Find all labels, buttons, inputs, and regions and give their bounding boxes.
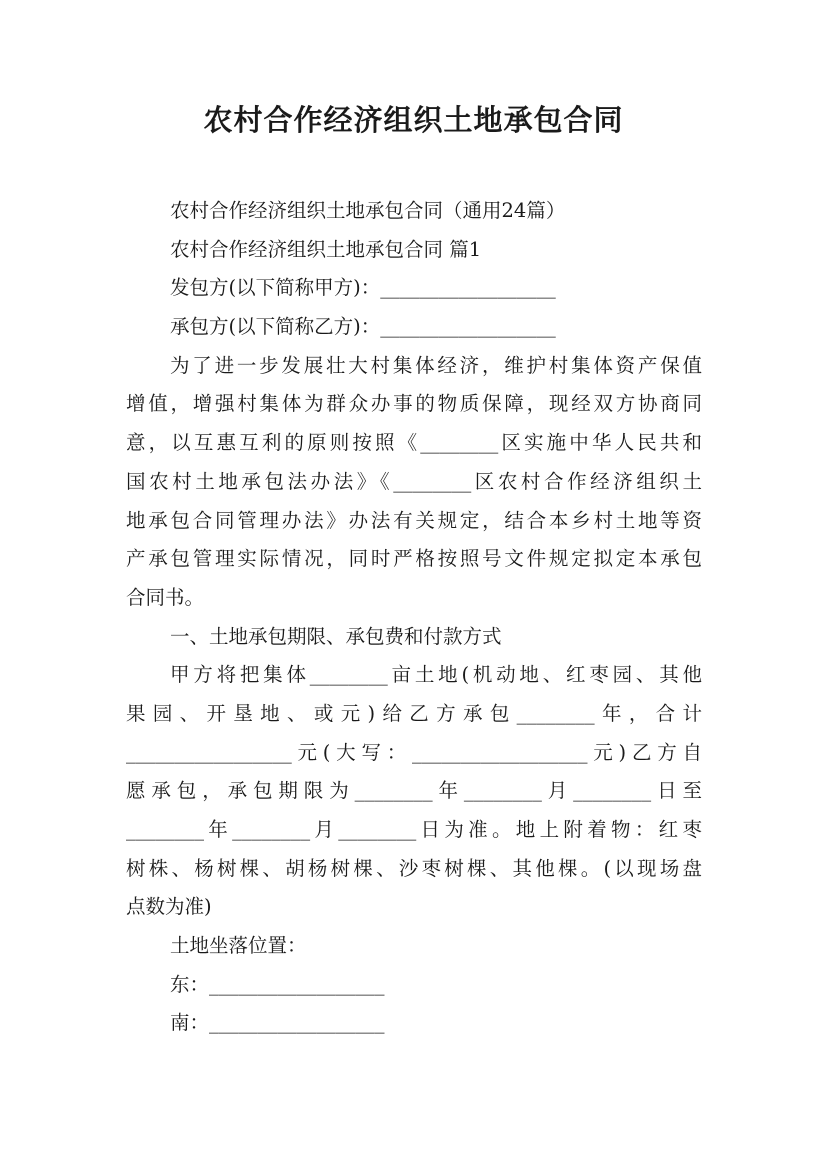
clause-heading: 一、土地承包期限、承包费和付款方式 — [170, 624, 502, 648]
subtitle-line: 农村合作经济组织土地承包合同（通用24篇） — [170, 199, 566, 222]
paragraph-line: 果园、开垦地、或元)给乙方承包________年，合计 — [126, 701, 702, 725]
east-boundary-line: 东：__________________ — [170, 972, 385, 996]
paragraph-line: 地承包合同管理办法》办法有关规定，结合本乡村土地等资 — [126, 508, 702, 532]
paragraph-line: 增值，增强村集体为群众办事的物质保障，现经双方协商同 — [126, 392, 702, 416]
party-b-line: 承包方(以下简称乙方)：__________________ — [170, 315, 556, 339]
paragraph-line: ________年________月________日为准。地上附着物：红枣 — [126, 818, 702, 841]
paragraph-line: 意，以互惠互利的原则按照《________区实施中华人民共和 — [126, 431, 702, 455]
paragraph-line: 点数为准) — [126, 895, 212, 919]
document-body — [126, 192, 702, 1043]
paragraph-line: 为了进一步发展壮大村集体经济，维护村集体资产保值 — [170, 353, 702, 377]
paragraph-line: 国农村土地承包法办法》《________区农村合作经济组织土 — [126, 469, 702, 493]
paragraph-line: 甲方将把集体________亩土地(机动地、红枣园、其他 — [170, 663, 702, 687]
paragraph-line: 树株、杨树棵、胡杨树棵、沙枣树棵、其他棵。(以现场盘 — [126, 856, 702, 880]
paragraph-line: 合同书。 — [126, 585, 205, 609]
south-boundary-line: 南：__________________ — [170, 1011, 385, 1035]
paragraph-line: _________________元(大写：__________________元)乙方自 — [126, 740, 702, 764]
location-heading: 土地坐落位置： — [170, 934, 307, 958]
party-a-line: 发包方(以下简称甲方)：__________________ — [170, 276, 556, 300]
document-title: 农村合作经济组织土地承包合同 — [203, 103, 624, 137]
paragraph-line: 愿承包，承包期限为________年________月________日至 — [126, 779, 702, 803]
section-heading: 农村合作经济组织土地承包合同 篇1 — [170, 237, 482, 261]
paragraph-line: 产承包管理实际情况，同时严格按照号文件规定拟定本承包 — [126, 547, 702, 571]
